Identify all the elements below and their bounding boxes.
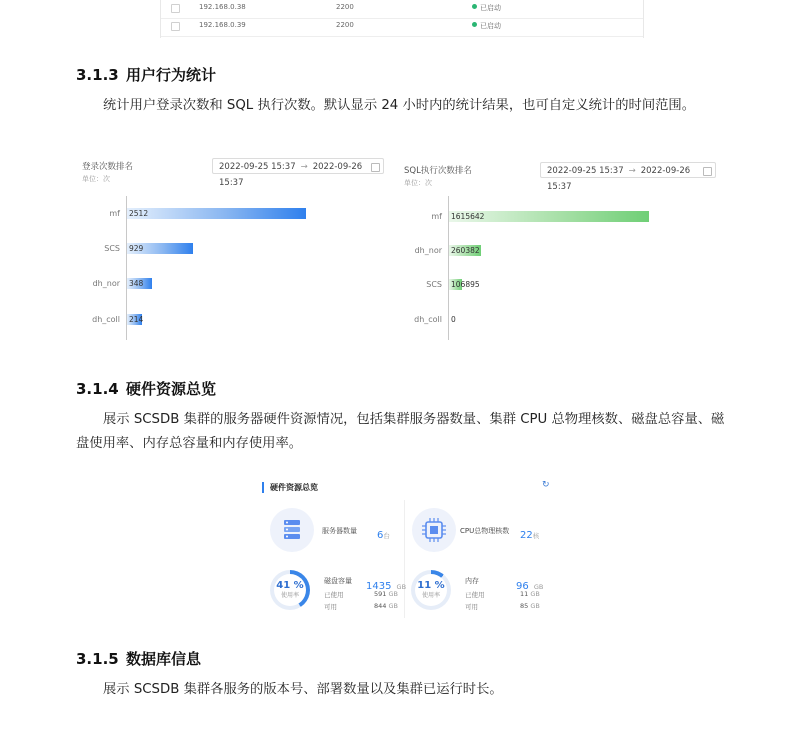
status-dot-icon (472, 4, 477, 9)
date-range-picker[interactable]: 2022-09-25 15:37 → 2022-09-26 15:37 (212, 158, 384, 174)
port-cell: 2200 (336, 21, 354, 29)
disk-free-label: 可用 (324, 603, 337, 611)
data-label: 1615642 (451, 212, 485, 221)
refresh-icon[interactable]: ↻ (542, 480, 550, 490)
server-icon-circle (270, 508, 314, 552)
ip-cell: 192.168.0.38 (199, 3, 246, 11)
servers-label: 服务器数量 (322, 527, 357, 535)
data-label: 260382 (451, 246, 480, 255)
data-label: 929 (129, 244, 144, 253)
data-label: 2512 (129, 209, 149, 218)
cpu-icon (412, 508, 456, 552)
data-label: 106895 (451, 280, 480, 289)
arrow-right-icon: → (628, 166, 636, 176)
cpu-icon-circle (412, 508, 456, 552)
date-range-picker[interactable]: 2022-09-25 15:37 → 2022-09-26 15:37 (540, 162, 716, 178)
data-label: 0 (451, 315, 456, 324)
calendar-icon[interactable] (371, 163, 380, 172)
memory-used-value: 11 GB (520, 590, 540, 598)
disk-usage-percent: 41 % (276, 580, 304, 591)
divider (404, 500, 405, 618)
category-label: SCS (104, 244, 120, 253)
disk-usage-ring (270, 570, 310, 610)
chart-unit: 单位：次 (404, 179, 432, 187)
status-badge: 已启动 (472, 3, 501, 13)
hardware-overview-panel (254, 474, 558, 624)
chart-unit: 单位：次 (82, 175, 110, 183)
section-heading-313: 3.1.3 用户行为统计 (76, 66, 217, 84)
row-checkbox[interactable] (171, 4, 180, 13)
section-paragraph-315: 展示 SCSDB 集群各服务的版本号、部署数量以及集群已运行时长。 (103, 682, 503, 697)
cpu-label: CPU总物理核数 (460, 527, 510, 535)
section-paragraph-313: 统计用户登录次数和 SQL 执行次数。默认显示 24 小时内的统计结果，也可自定义统计的时间范围。 (103, 98, 696, 113)
data-label: 214 (129, 315, 144, 324)
table-row[interactable] (161, 18, 643, 37)
category-label: dh_nor (92, 279, 120, 288)
category-label: dh_coll (92, 315, 120, 324)
chart-title: SQL执行次数排名 (404, 166, 472, 176)
category-label: dh_nor (414, 246, 442, 255)
memory-free-label: 可用 (465, 603, 478, 611)
disk-used-label: 已使用 (324, 591, 344, 599)
calendar-icon[interactable] (703, 167, 712, 176)
disk-capacity-value: 1435 GB (366, 581, 407, 592)
memory-used-label: 已使用 (465, 591, 485, 599)
section-paragraph-314: 展示 SCSDB 集群的服务器硬件资源情况，包括集群服务器数量、集群 CPU 总物理核数、磁盘总容量、磁盘使用率、内存总容量和内存使用率。 (76, 412, 725, 451)
section-heading-314: 3.1.4 硬件资源总览 (76, 380, 217, 398)
bar[interactable] (127, 208, 306, 219)
memory-free-value: 85 GB (520, 602, 540, 610)
data-label: 348 (129, 279, 144, 288)
memory-usage-ring (411, 570, 451, 610)
sql-count-chart (398, 154, 728, 350)
login-count-chart (74, 154, 396, 350)
category-label: dh_coll (414, 315, 442, 324)
row-checkbox[interactable] (171, 22, 180, 31)
ip-cell: 192.168.0.39 (199, 21, 246, 29)
cpu-value: 22核 (520, 530, 540, 541)
port-cell: 2200 (336, 3, 354, 11)
server-table (160, 0, 644, 38)
memory-usage-label: 使用率 (421, 592, 440, 599)
chart-title: 登录次数排名 (82, 162, 134, 172)
memory-capacity-label: 内存 (465, 577, 479, 585)
disk-usage-label: 使用率 (280, 592, 299, 599)
section-heading-315: 3.1.5 数据库信息 (76, 650, 202, 668)
arrow-right-icon: → (300, 162, 308, 172)
category-label: mf (109, 209, 120, 218)
disk-capacity-label: 磁盘容量 (324, 577, 352, 585)
table-row[interactable] (161, 0, 643, 19)
disk-free-value: 844 GB (374, 602, 398, 610)
disk-used-value: 591 GB (374, 590, 398, 598)
panel-title: 硬件资源总览 (262, 482, 318, 493)
status-dot-icon (472, 22, 477, 27)
server-icon (270, 508, 314, 552)
servers-value: 6台 (377, 530, 390, 541)
category-label: SCS (426, 280, 442, 289)
memory-capacity-value: 96 GB (516, 581, 544, 592)
memory-usage-percent: 11 % (417, 580, 445, 591)
category-label: mf (431, 212, 442, 221)
status-badge: 已启动 (472, 21, 501, 31)
